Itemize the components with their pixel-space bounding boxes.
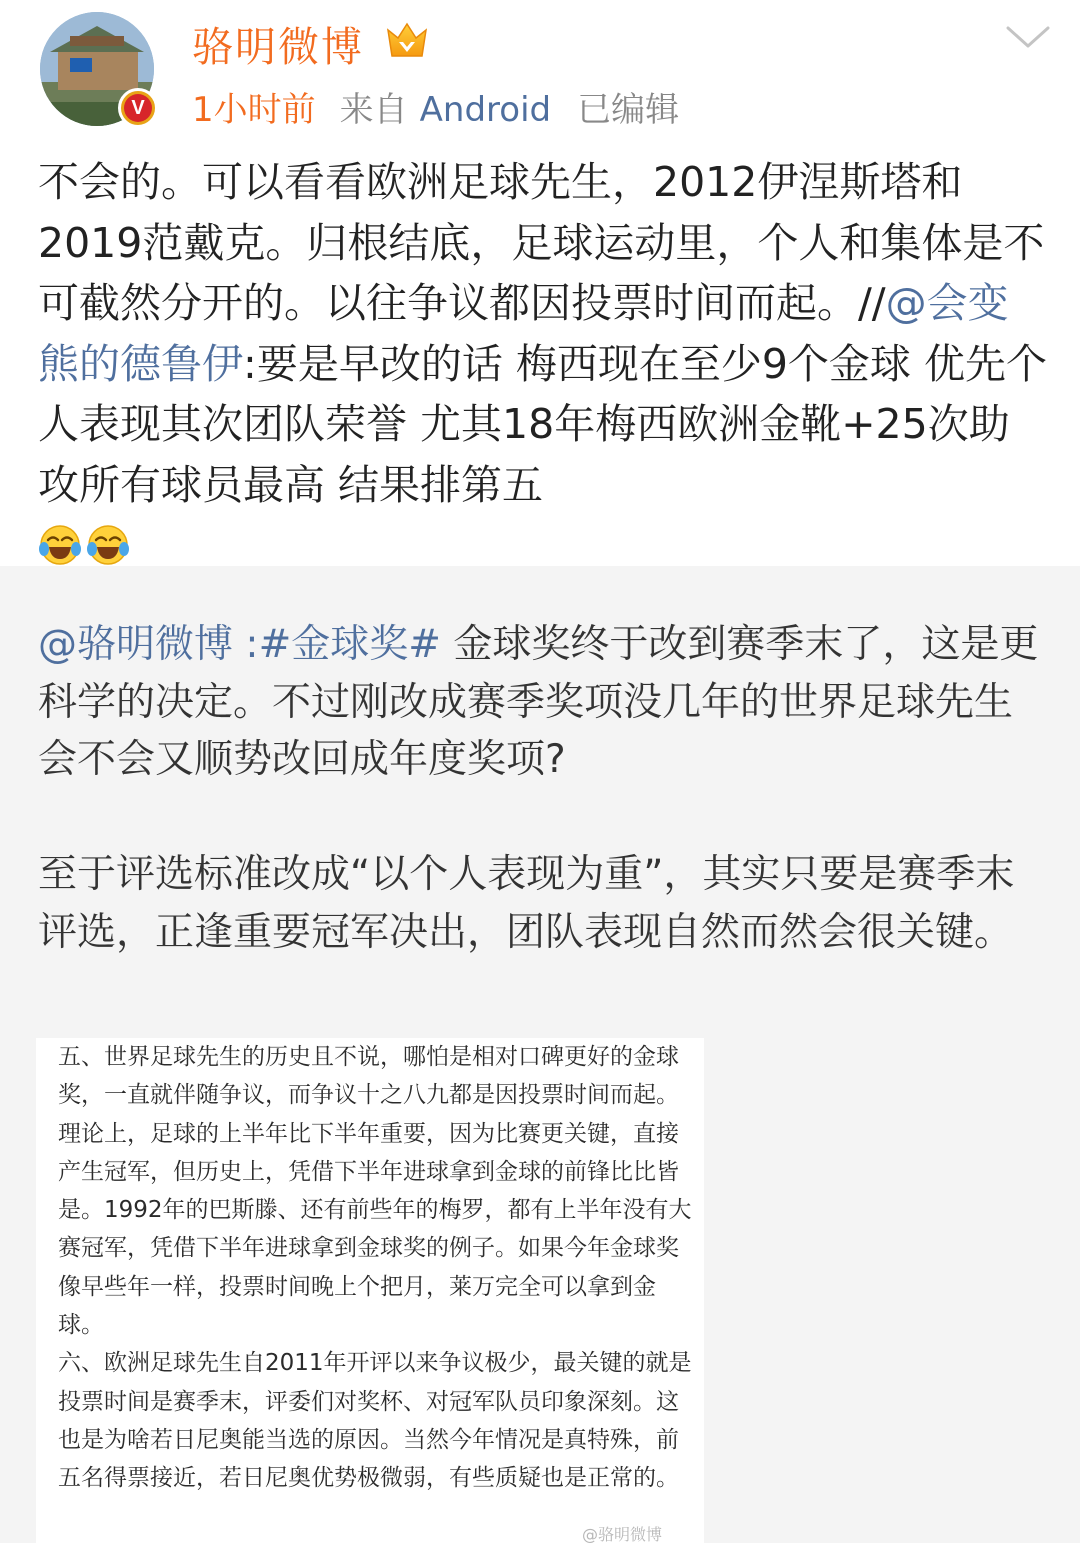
edited-label[interactable]: 已编辑 [577, 90, 680, 130]
article-paragraph-5: 五、世界足球先生的历史且不说，哪怕是相对口碑更好的金球奖，一直就伴随争议，而争议十之八九都是因投票时间而起。理论上，足球的上半年比下半年重要，因为比赛更关键，直接产生冠军，但历史上，凭借下半年进球拿到金球的前锋比比皆是。1992年的巴斯滕、还有前些年的梅罗，都有上半年没有大赛冠军，凭借下半年进球拿到金球奖的例子。如果今年金球奖像早些年一样，投票时间晚上个把月，莱万完全可以拿到金球。 [58, 1044, 692, 1339]
verified-badge-label: V [124, 94, 152, 122]
mention-link[interactable]: @会变熊的德鲁伊 [38, 279, 1009, 388]
article-text [58, 1038, 698, 1498]
article-paragraph-6: 六、欧洲足球先生自2011年开评以来争议极少，最关键的就是投票时间是赛季末，评委们对奖杯、对冠军队员印象深刻。这也是为啥若日尼奥能当选的原因。当然今年情况是真特殊，前五名得票接近，若日尼奥优势极微弱，有些质疑也是正常的。 [58, 1350, 692, 1492]
vip-crown-icon [384, 18, 430, 64]
post-body [38, 152, 1048, 576]
chevron-down-icon[interactable] [1004, 22, 1052, 52]
hashtag-link[interactable]: #金球奖# [258, 622, 441, 667]
laughing-tears-emoji-icon [38, 523, 82, 567]
repost-paragraph-1 [38, 616, 1050, 789]
article-image[interactable] [36, 1038, 704, 1543]
watermark: @骆明微博 [582, 1525, 663, 1544]
verified-badge [118, 88, 158, 128]
post-meta [192, 82, 679, 131]
repost-text [38, 616, 1050, 961]
from-label: 来自 [339, 90, 408, 130]
repost-paragraph-2: 至于评选标准改成“以个人表现为重”，其实只要是赛季末评选，正逢重要冠军决出，团队表现自然而然会很关键。 [38, 852, 1015, 955]
repost-text-p1: 金球奖终于改到赛季末了，这是更科学的决定。不过刚改成赛季奖项没几年的世界足球先生会不会又顺势改回成年度奖项? [38, 622, 1039, 782]
author-name[interactable]: 骆明微博 [192, 23, 364, 71]
repost-author-link[interactable]: @骆明微博 [38, 622, 234, 667]
quoted-text: :要是早改的话 梅西现在至少9个金球 优先个人表现其次团队荣誉 尤其18年梅西欧洲金靴+25次助攻所有球员最高 结果排第五 [38, 339, 1047, 509]
repost-separator: : [233, 622, 259, 667]
post-header [0, 0, 1080, 140]
post-time: 1小时前 [192, 90, 316, 130]
laughing-tears-emoji-icon [86, 523, 130, 567]
post-text: 不会的。可以看看欧洲足球先生，2012伊涅斯塔和2019范戴克。归根结底，足球运动里，个人和集体是不可截然分开的。以往争议都因投票时间而起。// [38, 158, 1045, 327]
source-link[interactable]: Android [419, 90, 552, 130]
